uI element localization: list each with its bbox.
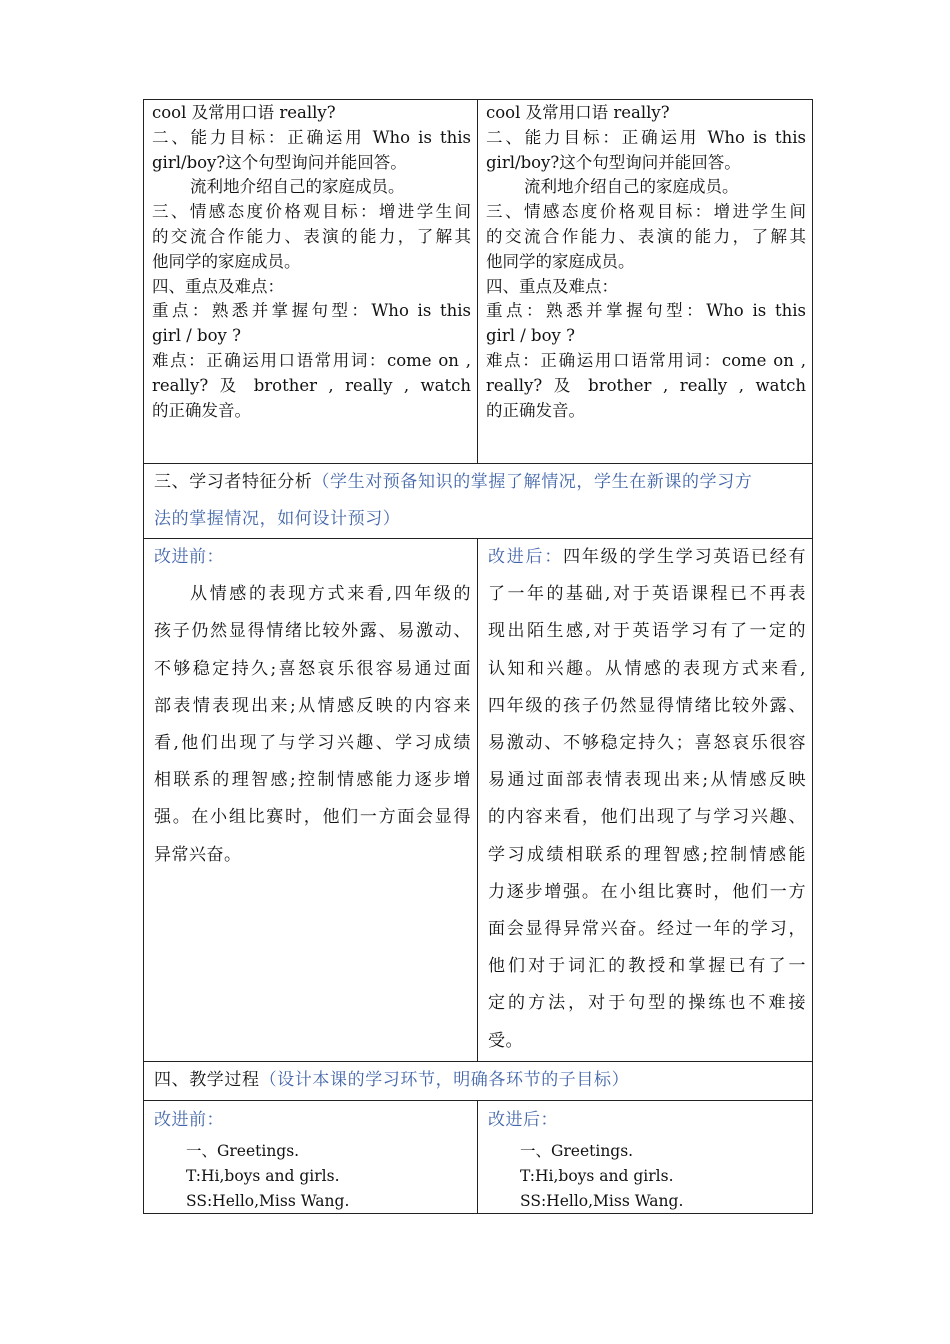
- section-hint: （设计本课的学习环节，明确各环节的子目标）: [259, 1070, 630, 1090]
- lesson-plan-table: [143, 99, 813, 1214]
- text-line: 面会显得异常兴奋。经过一年的学习，: [488, 919, 806, 940]
- after-label: 改进后：: [488, 1110, 558, 1130]
- text-line: 的交流合作能力、表演的能力，了解其: [152, 226, 471, 246]
- learner-header-row: [144, 464, 813, 539]
- text-line: 强。在小组比赛时，他们一方面会显得: [154, 807, 471, 828]
- text-line: girl/boy?这个句型询问并能回答。: [152, 152, 407, 172]
- text-line: 易激动、不够稳定持久；喜怒哀乐很容: [488, 733, 806, 754]
- text-line: 学习成绩相联系的理智感;控制情感能: [488, 844, 806, 865]
- section-hint-continued: 法的掌握情况，如何设计预习）: [154, 509, 401, 529]
- text-line: 的内容来看，他们出现了与学习兴趣、: [488, 807, 806, 828]
- after-label: 改进后：: [488, 547, 564, 567]
- text-line: SS:Hello,Miss Wang.: [520, 1191, 684, 1210]
- objectives-after-cell: [478, 100, 813, 464]
- process-after-cell: [478, 1101, 813, 1214]
- text-line: T:Hi,boys and girls.: [186, 1166, 340, 1185]
- text-line: 的正确发音。: [486, 400, 585, 420]
- text-line: really? 及 brother , really , watch: [486, 375, 806, 395]
- text-line: cool 及常用口语 really?: [152, 103, 336, 122]
- text-line: 了一年的基础,对于英语课程已不再表: [488, 584, 806, 605]
- text-line: 三、情感态度价格观目标：增进学生间: [486, 202, 806, 222]
- text-line: 四年级的学生学习英语已经有: [563, 547, 806, 567]
- text-line: 重点：熟悉并掌握句型：Who is this: [152, 301, 471, 321]
- text-line: 相联系的理智感;控制情感能力逐步增: [154, 770, 471, 791]
- text-line: 四年级的孩子仍然显得情绪比较外露、: [488, 695, 806, 716]
- text-line: 四、重点及难点：: [152, 276, 284, 296]
- learner-before-cell: [144, 539, 478, 1062]
- process-before-cell: [144, 1101, 478, 1214]
- text-line: T:Hi,boys and girls.: [520, 1166, 674, 1185]
- text-line: SS:Hello,Miss Wang.: [186, 1191, 350, 1210]
- text-line: 流利地介绍自己的家庭成员。: [524, 177, 739, 197]
- text-line: 力逐步增强。在小组比赛时，他们一方: [488, 881, 806, 902]
- text-line: 他同学的家庭成员。: [486, 251, 635, 271]
- text-line: 他同学的家庭成员。: [152, 251, 301, 271]
- process-header-cell: [144, 1062, 813, 1101]
- text-line: 的正确发音。: [152, 400, 251, 420]
- text-line: 二、能力目标：正确运用 Who is this: [152, 127, 471, 147]
- text-line: girl/boy?这个句型询问并能回答。: [486, 152, 741, 172]
- objectives-before-cell: [144, 100, 478, 464]
- text-line: cool 及常用口语 really?: [486, 103, 670, 122]
- text-line: 从情感的表现方式来看,四年级的: [190, 584, 471, 605]
- section-hint: （学生对预备知识的掌握了解情况，学生在新课的学习方: [312, 472, 753, 492]
- text-line: 他们对于词汇的教授和掌握已有了一: [488, 956, 806, 977]
- text-line: 三、情感态度价格观目标：增进学生间: [152, 202, 471, 222]
- learner-header-cell: [144, 464, 813, 539]
- text-line: 重点：熟悉并掌握句型：Who is this: [486, 301, 806, 321]
- text-line: really? 及 brother , really , watch: [152, 375, 471, 395]
- learner-content-row: [144, 539, 813, 1062]
- text-line: 易通过面部表情表现出来;从情感反映: [488, 770, 806, 791]
- text-line: 认知和兴趣。从情感的表现方式来看,: [488, 658, 806, 679]
- text-line: 看,他们出现了与学习兴趣、学习成绩: [154, 733, 471, 754]
- text-line: girl / boy ?: [486, 326, 575, 346]
- section-title: 四、教学过程: [154, 1070, 260, 1090]
- text-line: girl / boy ?: [152, 326, 241, 346]
- text-line: 一、Greetings.: [520, 1142, 634, 1160]
- section-title: 三、学习者特征分析: [154, 472, 313, 492]
- process-content-row: [144, 1101, 813, 1214]
- learner-after-cell: [478, 539, 813, 1062]
- before-label: 改进前：: [154, 1110, 224, 1130]
- text-line: 二、能力目标：正确运用 Who is this: [486, 127, 806, 147]
- before-label: 改进前：: [154, 547, 224, 567]
- text-line: 部表情表现出来;从情感反映的内容来: [154, 695, 471, 716]
- text-line: 难点：正确运用口语常用词：come on ,: [152, 350, 471, 370]
- text-line: 孩子仍然显得情绪比较外露、易激动、: [154, 621, 471, 642]
- text-line: 难点：正确运用口语常用词：come on ,: [486, 350, 806, 370]
- text-line: 异常兴奋。: [154, 844, 242, 865]
- text-line: 四、重点及难点：: [486, 276, 618, 296]
- text-line: 一、Greetings.: [186, 1142, 300, 1160]
- text-line: 流利地介绍自己的家庭成员。: [190, 177, 405, 197]
- text-line: 的交流合作能力、表演的能力，了解其: [486, 226, 806, 246]
- objectives-row: [144, 100, 813, 464]
- text-line: 定的方法，对于句型的操练也不难接: [488, 993, 806, 1014]
- text-line: 现出陌生感,对于英语学习有了一定的: [488, 621, 806, 642]
- process-header-row: [144, 1062, 813, 1101]
- text-line: 不够稳定持久;喜怒哀乐很容易通过面: [154, 658, 471, 679]
- text-line: 受。: [488, 1030, 523, 1051]
